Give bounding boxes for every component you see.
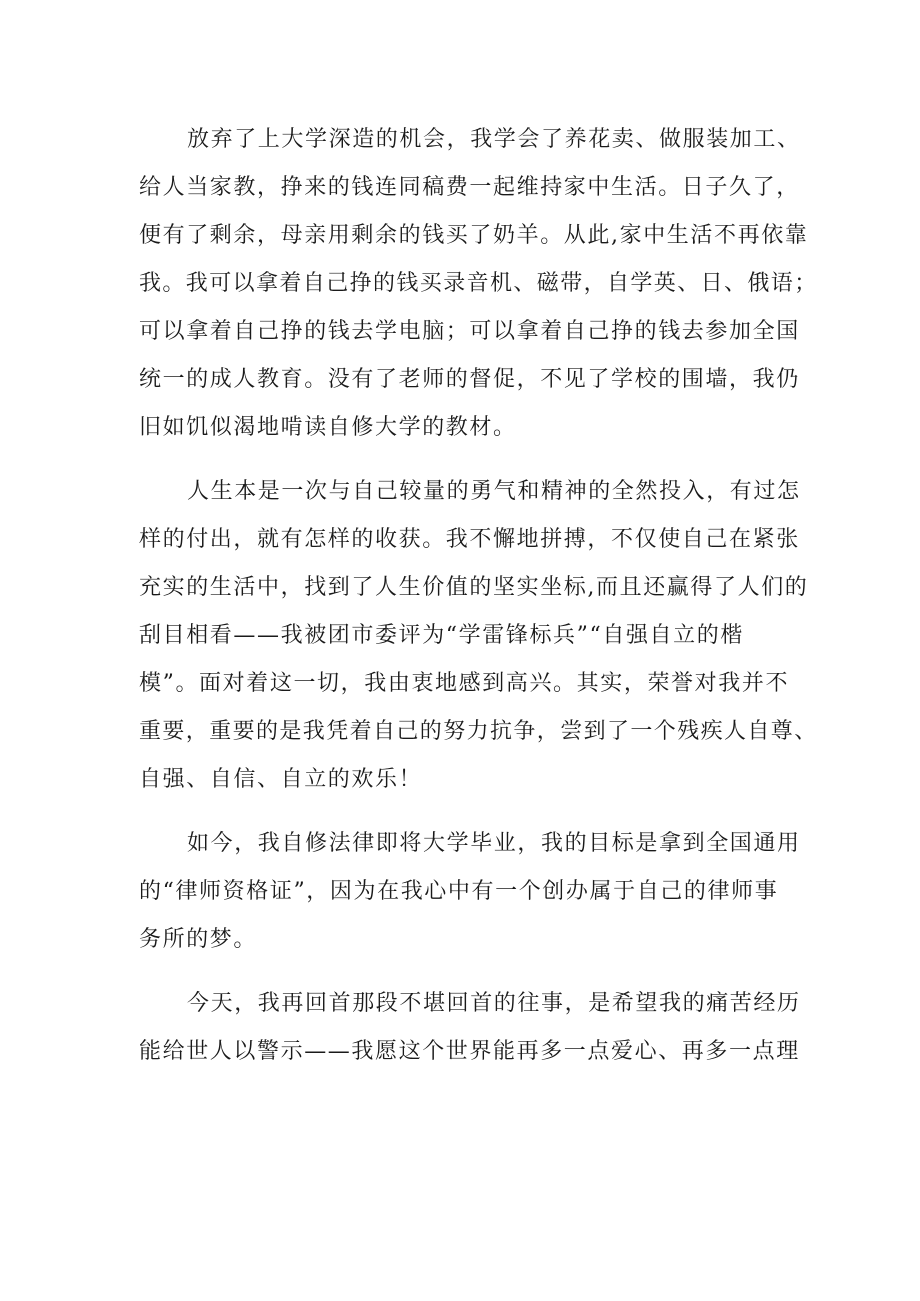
paragraph-3 — [139, 820, 819, 964]
text-line: 统一的成人教育。没有了老师的督促，不见了学校的围墙，我仍 — [139, 367, 800, 392]
text-line: 我。我可以拿着自己挣的钱买录音机、磁带，自学英、日、俄语； — [139, 271, 818, 296]
text-line: 自强、自信、自立的欢乐！ — [139, 767, 423, 792]
text-line: 可以拿着自己挣的钱去学电脑；可以拿着自己挣的钱去参加全国 — [139, 319, 800, 344]
text-line: 能给世人以警示——我愿这个世界能再多一点爱心、再多一点理 — [139, 1039, 800, 1064]
paragraph-spacer — [139, 964, 819, 980]
text-line: 放弃了上大学深造的机会，我学会了养花卖、做服装加工、 — [187, 127, 801, 152]
text-line: 如今，我自修法律即将大学毕业，我的目标是拿到全国通用 — [187, 831, 801, 856]
text-line: 便有了剩余，母亲用剩余的钱买了奶羊。从此,家中生活不再依靠 — [139, 223, 809, 248]
text-line: 给人当家教，挣来的钱连同稿费一起维持家中生活。日子久了， — [139, 175, 800, 200]
text-line: 今天，我再回首那段不堪回首的往事，是希望我的痛苦经历 — [187, 991, 801, 1016]
text-line: 样的付出，就有怎样的收获。我不懈地拼搏，不仅使自己在紧张 — [139, 527, 800, 552]
paragraph-spacer — [139, 452, 819, 468]
paragraph-4 — [139, 980, 819, 1076]
paragraph-1 — [139, 116, 819, 452]
text-line: 旧如饥似渴地啃读自修大学的教材。 — [139, 415, 517, 440]
text-line: 刮目相看——我被团市委评为“学雷锋标兵”“自强自立的楷 — [139, 623, 744, 648]
text-line: 的“律师资格证”，因为在我心中有一个创办属于自己的律师事 — [139, 879, 779, 904]
paragraph-2 — [139, 468, 819, 804]
text-line: 重要，重要的是我凭着自己的努力抗争，尝到了一个残疾人自尊、 — [139, 719, 818, 744]
text-line: 务所的梦。 — [139, 927, 258, 952]
text-line: 模”。面对着这一切，我由衷地感到高兴。其实，荣誉对我并不 — [139, 671, 790, 696]
text-line: 充实的生活中，找到了人生价值的坚实坐标,而且还赢得了人们的 — [139, 575, 809, 600]
text-line: 人生本是一次与自己较量的勇气和精神的全然投入，有过怎 — [187, 479, 801, 504]
body-text — [139, 116, 819, 1076]
paragraph-spacer — [139, 804, 819, 820]
